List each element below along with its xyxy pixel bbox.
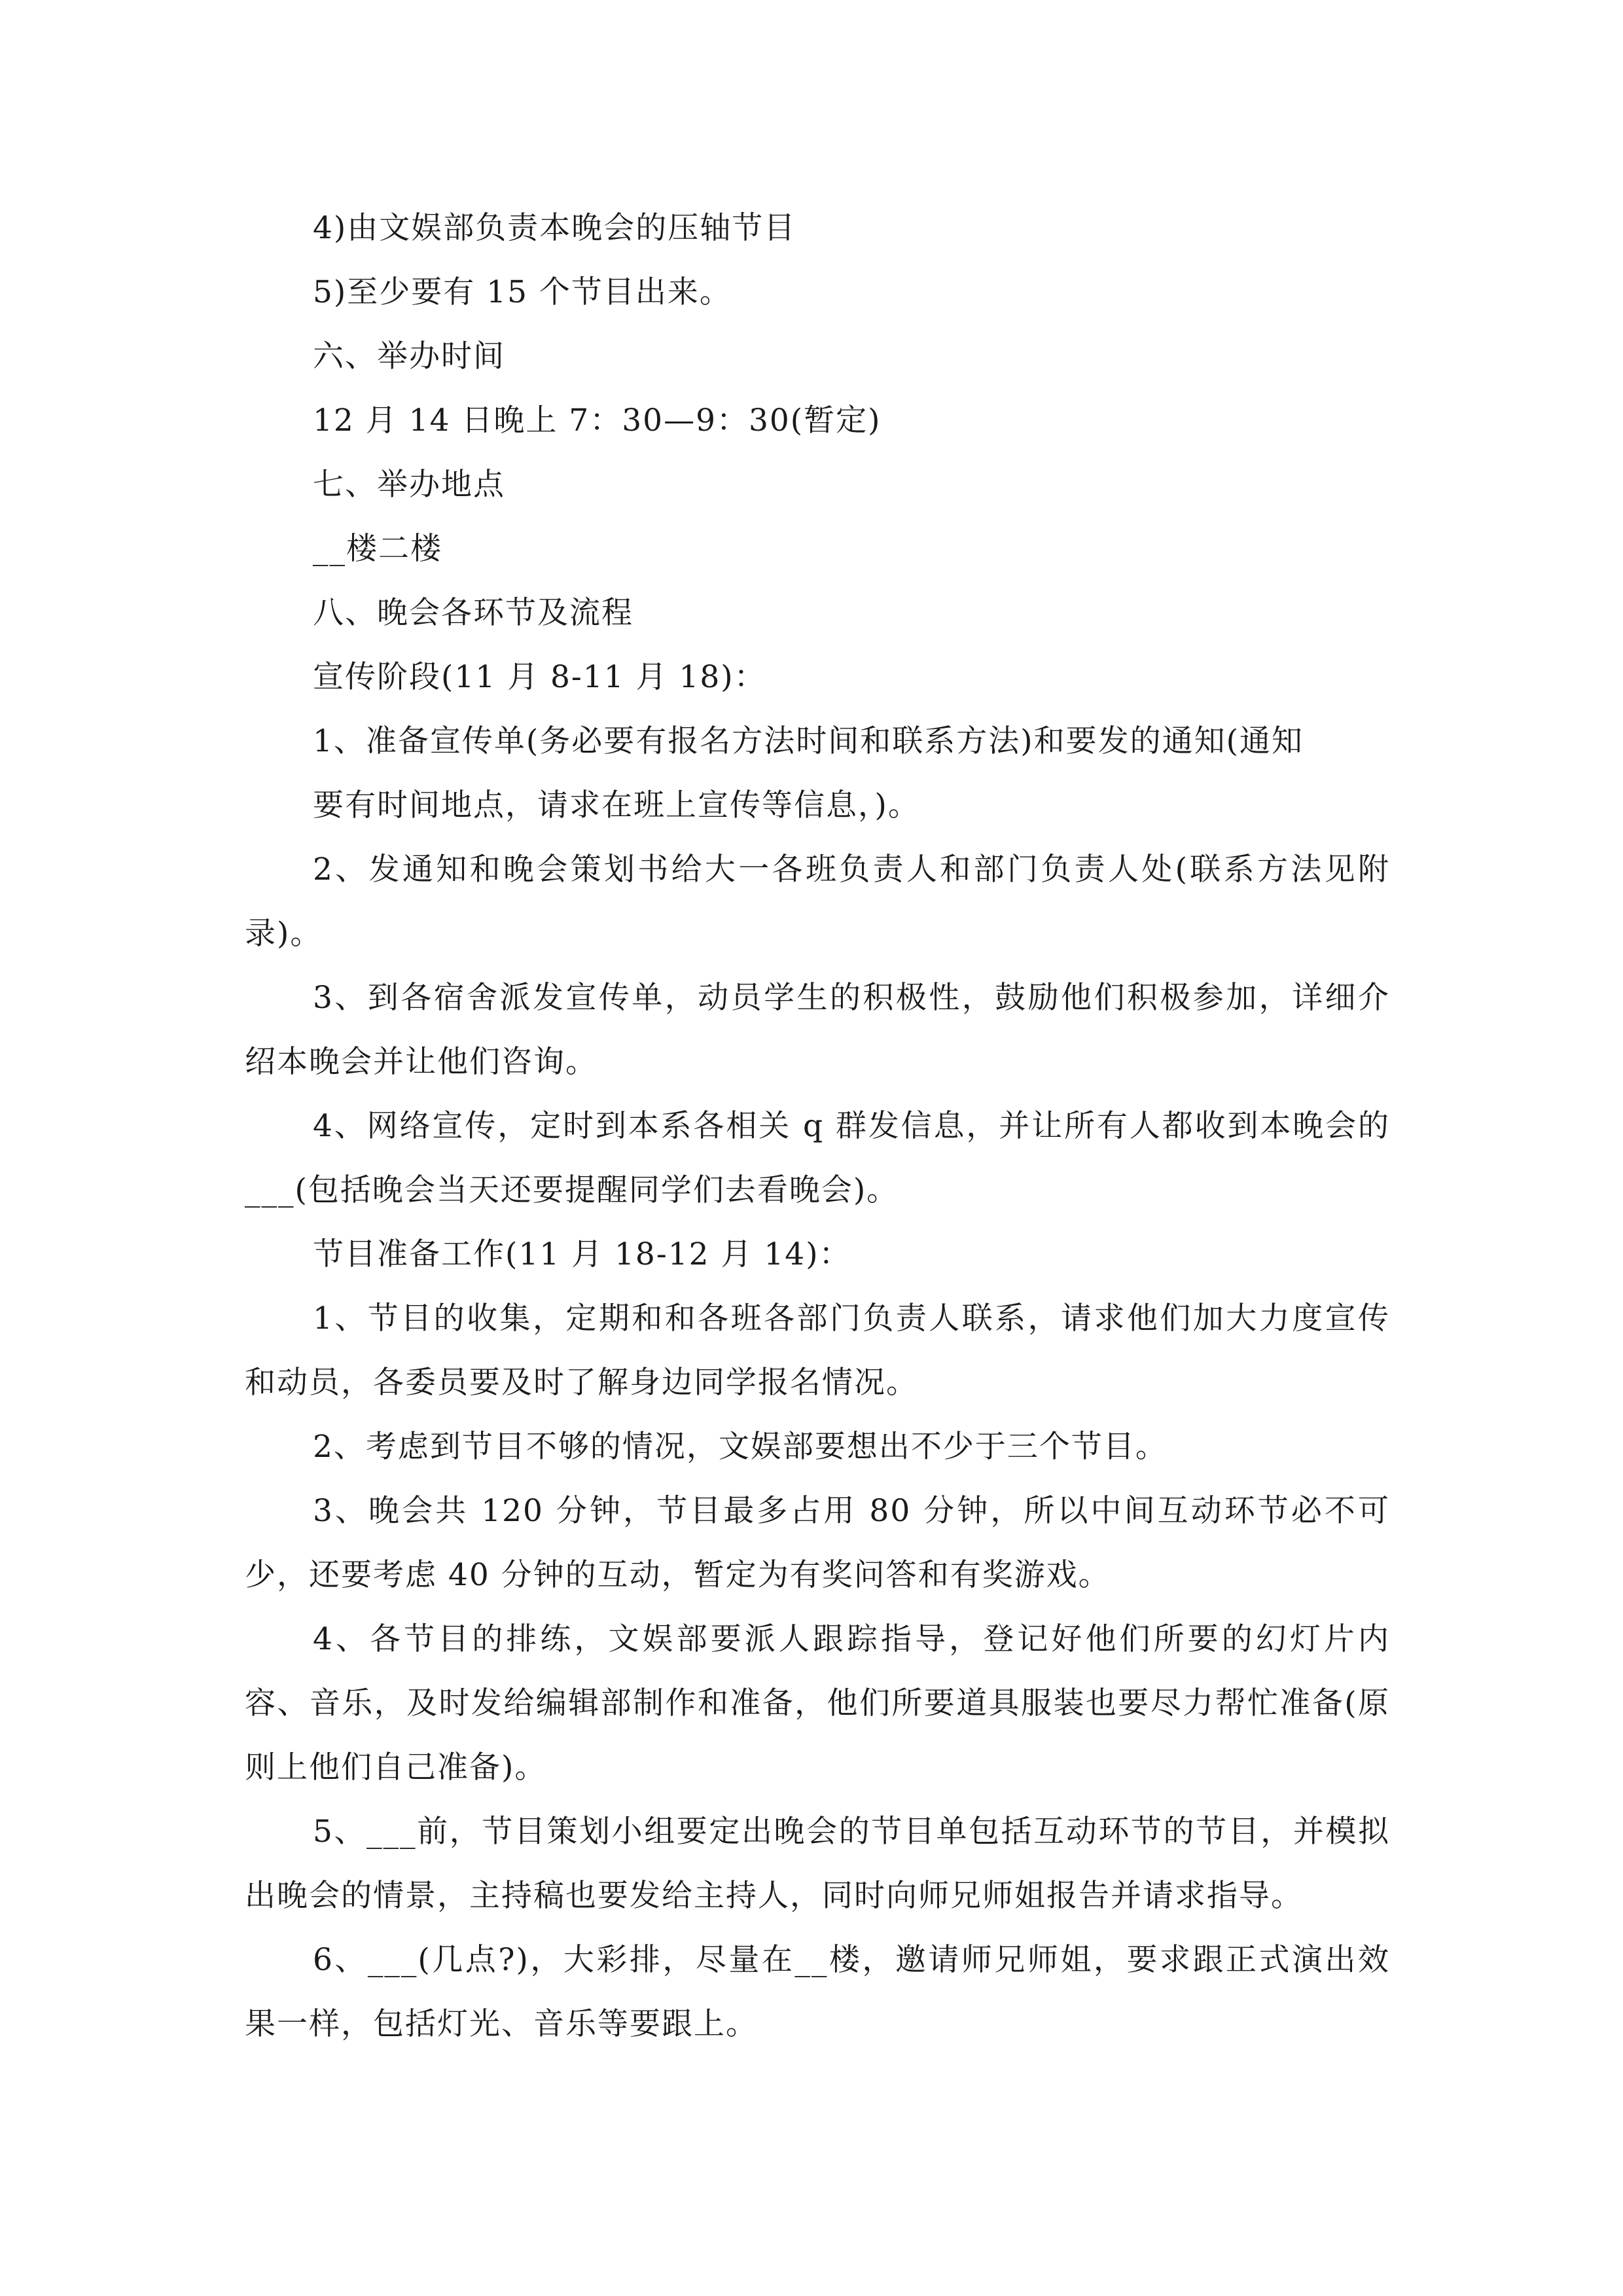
paragraph: 1、节目的收集，定期和和各班各部门负责人联系，请求他们加大力度宣传和动员，各委员要及时了解身边同学报名情况。	[245, 1300, 1390, 1401]
paragraph: 5、___前，节目策划小组要定出晚会的节目单包括互动环节的节目，并模拟出晚会的情景，主持稿也要发给主持人，同时向师兄师姐报告并请求指导。	[245, 1814, 1390, 1914]
paragraph: 4、网络宣传，定时到本系各相关 q 群发信息，并让所有人都收到本晚会的___(包括晚会当天还要提醒同学们去看晚会)。	[245, 1108, 1390, 1208]
subsection-heading: 节目准备工作(11 月 18-12 月 14)：	[313, 1236, 851, 1272]
section-heading: 八、晚会各环节及流程	[313, 595, 633, 631]
paragraph: 3、到各宿舍派发宣传单，动员学生的积极性，鼓励他们积极参加，详细介绍本晚会并让他们咨询。	[245, 980, 1390, 1080]
paragraph: 2、考虑到节目不够的情况，文娱部要想出不少于三个节目。	[313, 1429, 1168, 1465]
event-time: 12 月 14 日晚上 7：30—9：30(暂定)	[313, 403, 882, 439]
list-item: 4)由文娱部负责本晚会的压轴节目	[313, 210, 796, 246]
section-heading: 六、举办时间	[313, 338, 505, 374]
list-item: 5)至少要有 15 个节目出来。	[313, 274, 732, 310]
section-heading: 七、举办地点	[313, 467, 505, 503]
paragraph: 2、发通知和晚会策划书给大一各班负责人和部门负责人处(联系方法见附录)。	[245, 852, 1390, 952]
subsection-heading: 宣传阶段(11 月 8-11 月 18)：	[313, 659, 766, 695]
paragraph: 4、各节目的排练，文娱部要派人跟踪指导，登记好他们所要的幻灯片内容、音乐，及时发给编辑部制作和准备，他们所要道具服装也要尽力帮忙准备(原则上他们自己准备)。	[245, 1621, 1390, 1785]
document-body	[245, 196, 1390, 2056]
event-location: __楼二楼	[313, 531, 442, 567]
paragraph: 3、晚会共 120 分钟，节目最多占用 80 分钟，所以中间互动环节必不可少，还要考虑 40 分钟的互动，暂定为有奖问答和有奖游戏。	[245, 1493, 1390, 1593]
paragraph: 6、___(几点?)，大彩排，尽量在__楼，邀请师兄师姐，要求跟正式演出效果一样，包括灯光、音乐等要跟上。	[245, 1942, 1390, 2042]
list-item: 1、准备宣传单(务必要有报名方法时间和联系方法)和要发的通知(通知	[313, 723, 1304, 759]
list-item-continuation: 要有时间地点，请求在班上宣传等信息，)。	[313, 787, 920, 823]
